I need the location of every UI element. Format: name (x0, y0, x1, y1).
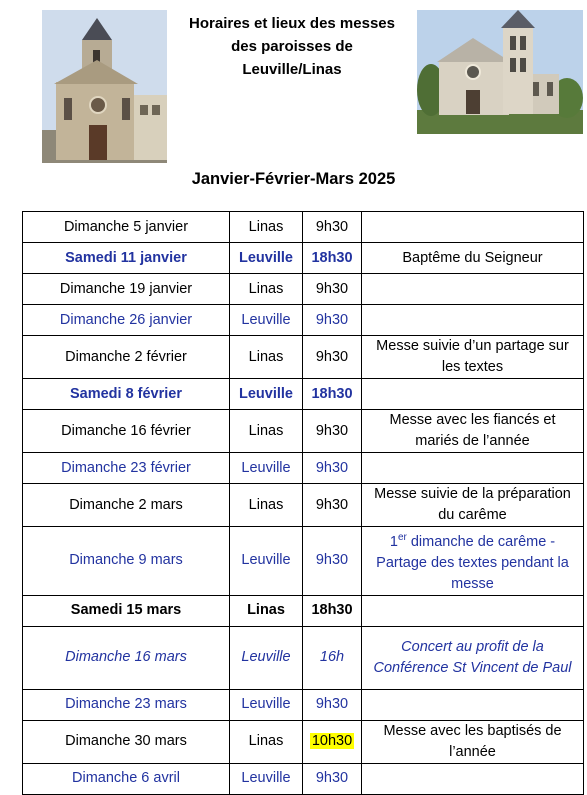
time-cell: 9h30 (303, 484, 362, 527)
table-row (23, 243, 584, 274)
note-cell: Messe avec les fiancés et mariés de l’année (362, 410, 584, 453)
table-row (23, 527, 584, 596)
period-heading: Janvier-Février-Mars 2025 (191, 170, 396, 188)
place-cell: Leuville (230, 626, 303, 689)
table-row (23, 720, 584, 763)
note-cell (362, 527, 584, 596)
table-row (23, 379, 584, 410)
place-cell: Linas (230, 595, 303, 626)
day-cell: Dimanche 23 février (23, 453, 230, 484)
place-cell: Leuville (230, 527, 303, 596)
table-row (23, 763, 584, 794)
note-ordinal: 1 (389, 533, 398, 550)
note-cell (362, 689, 584, 720)
day-cell: Samedi 8 février (23, 379, 230, 410)
day-cell: Dimanche 16 février (23, 410, 230, 453)
day-cell: Dimanche 9 mars (23, 527, 230, 596)
day-cell: Dimanche 19 janvier (23, 274, 230, 305)
time-cell: 9h30 (303, 689, 362, 720)
place-cell: Leuville (230, 453, 303, 484)
day-cell: Dimanche 16 mars (23, 626, 230, 689)
day-cell: Dimanche 6 avril (23, 763, 230, 794)
highlighted-time: 10h30 (311, 733, 353, 750)
table-row (23, 453, 584, 484)
title-line-1: Horaires et lieux des messes (189, 15, 395, 32)
table-row (23, 336, 584, 379)
place-cell: Linas (230, 212, 303, 243)
note-cell (362, 763, 584, 794)
church-photo-right (417, 10, 583, 134)
note-cell (362, 453, 584, 484)
time-cell: 9h30 (303, 274, 362, 305)
place-cell: Leuville (230, 243, 303, 274)
note-cell (362, 212, 584, 243)
place-cell: Leuville (230, 763, 303, 794)
place-cell: Linas (230, 336, 303, 379)
time-cell: 9h30 (303, 453, 362, 484)
mass-schedule-table (22, 211, 584, 795)
note-text: dimanche de carême - Partage des textes pendant la messe (376, 533, 569, 592)
table-row (23, 595, 584, 626)
note-cell: Concert au profit de la Conférence St Vincent de Paul (362, 626, 584, 689)
table-row (23, 305, 584, 336)
note-cell (362, 379, 584, 410)
day-cell: Samedi 15 mars (23, 595, 230, 626)
place-cell: Leuville (230, 689, 303, 720)
table-row (23, 274, 584, 305)
day-cell: Dimanche 2 mars (23, 484, 230, 527)
note-cell: Messe suivie d’un partage sur les textes (362, 336, 584, 379)
note-ordinal-suffix: er (397, 532, 407, 543)
time-cell: 18h30 (303, 379, 362, 410)
table-row (23, 484, 584, 527)
time-cell: 16h (303, 626, 362, 689)
note-cell (362, 305, 584, 336)
time-cell: 18h30 (303, 243, 362, 274)
day-cell: Dimanche 26 janvier (23, 305, 230, 336)
note-cell: Messe suivie de la préparation du carême (362, 484, 584, 527)
place-cell: Linas (230, 410, 303, 453)
table-row (23, 689, 584, 720)
church-photo-left (42, 10, 167, 163)
table-row (23, 626, 584, 689)
day-cell: Dimanche 2 février (23, 336, 230, 379)
day-cell: Dimanche 5 janvier (23, 212, 230, 243)
title-line-3: Leuville/Linas (242, 61, 342, 78)
place-cell: Leuville (230, 379, 303, 410)
note-cell (362, 595, 584, 626)
table-row (23, 212, 584, 243)
time-cell: 9h30 (303, 212, 362, 243)
time-cell: 9h30 (303, 410, 362, 453)
note-cell: Baptême du Seigneur (362, 243, 584, 274)
time-cell: 9h30 (303, 763, 362, 794)
place-cell: Linas (230, 274, 303, 305)
note-cell: Messe avec les baptisés de l’année (362, 720, 584, 763)
page-title (172, 12, 412, 81)
place-cell: Leuville (230, 305, 303, 336)
time-cell (303, 720, 362, 763)
time-cell: 9h30 (303, 305, 362, 336)
title-line-2: des paroisses de (231, 38, 353, 55)
table-row (23, 410, 584, 453)
place-cell: Linas (230, 720, 303, 763)
day-cell: Dimanche 23 mars (23, 689, 230, 720)
day-cell: Samedi 11 janvier (23, 243, 230, 274)
note-cell (362, 274, 584, 305)
day-cell: Dimanche 30 mars (23, 720, 230, 763)
time-cell: 9h30 (303, 336, 362, 379)
time-cell: 9h30 (303, 527, 362, 596)
time-cell: 18h30 (303, 595, 362, 626)
place-cell: Linas (230, 484, 303, 527)
